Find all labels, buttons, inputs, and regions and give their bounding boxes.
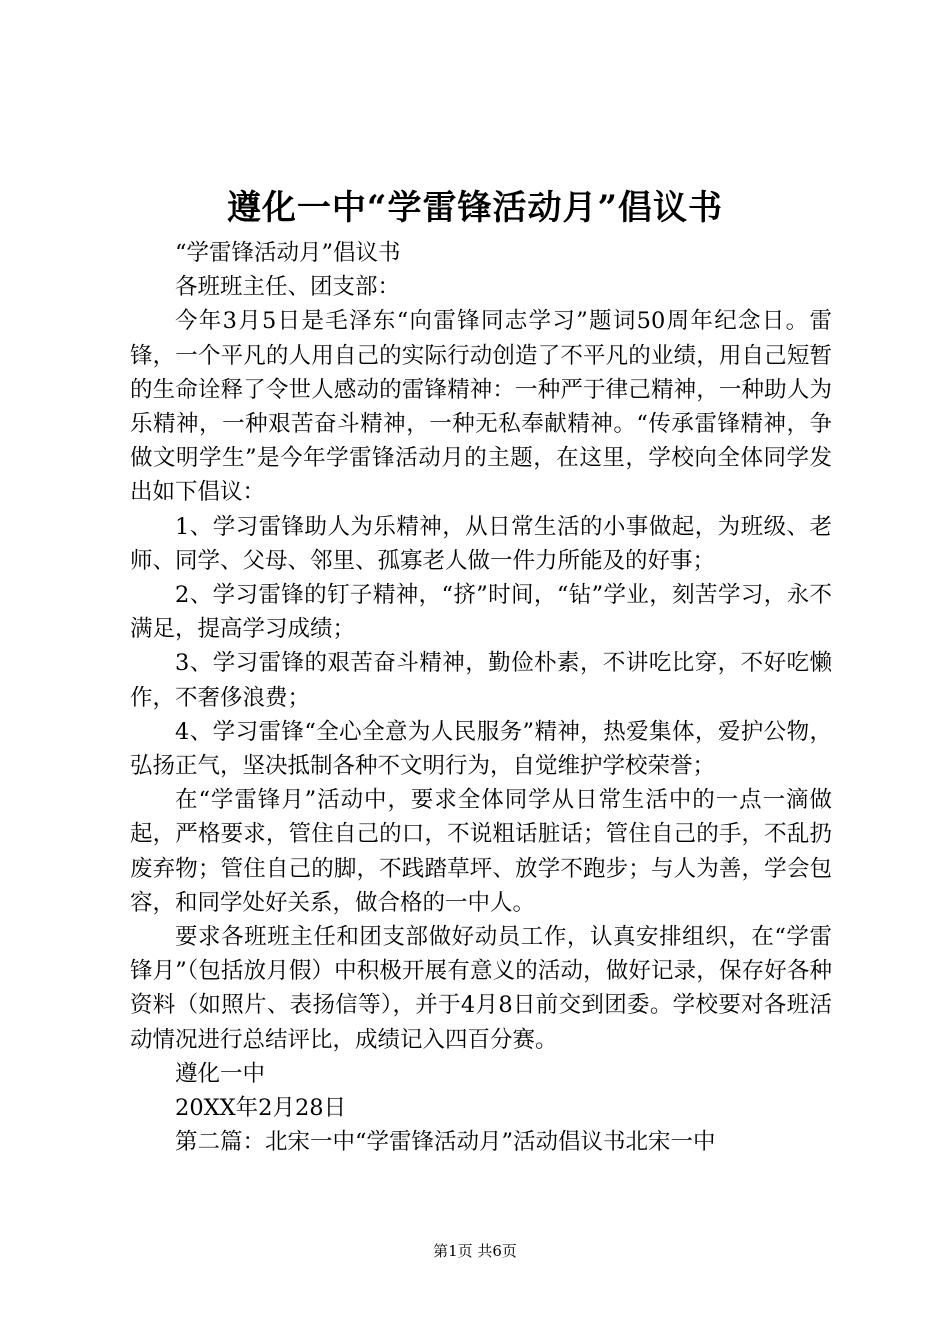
proposal-item-3: 3、学习雷锋的艰苦奋斗精神，勤俭朴素，不讲吃比穿，不好吃懒作，不奢侈浪费； xyxy=(130,650,832,711)
signature-school: 遵化一中 xyxy=(175,1060,266,1087)
proposal-item-2: 2、学习雷锋的钉子精神，“挤”时间，“钻”学业，刻苦学习，永不满足，提高学习成绩； xyxy=(130,582,832,643)
proposal-item-1: 1、学习雷锋助人为乐精神，从日常生活的小事做起，为班级、老师、同学、父母、邻里、孤寡老人做一件力所能及的好事； xyxy=(130,513,832,574)
proposal-item-4: 4、学习雷锋“全心全意为人民服务”精神，热爱集体，爱护公物，弘扬正气，坚决抵制各种不文明行为，自觉维护学校荣誉； xyxy=(130,718,832,780)
intro-paragraph: 今年3月5日是毛泽东“向雷锋同志学习”题词50周年纪念日。雷锋，一个平凡的人用自己的实际行动创造了不平凡的业绩，用自己短暂的生命诠释了令世人感动的雷锋精神：一种严于律己精神，一种助人为乐精神，一种艰苦奋斗精神，一种无私奉献精神。“传承雷锋精神，争做文明学生”是今年学雷锋活动月的主题，在这里，学校向全体同学发出如下倡议： xyxy=(130,308,832,506)
document-body xyxy=(130,236,832,1159)
subtitle-line: “学雷锋活动月”倡议书 xyxy=(175,240,401,266)
signature-date: 20XX年2月28日 xyxy=(175,1095,347,1122)
page-indicator: 第1页 共6页 xyxy=(433,1242,517,1260)
second-article-heading: 第二篇：北宋一中“学雷锋活动月”活动倡议书北宋一中 xyxy=(175,1129,716,1156)
class-instructions-paragraph: 要求各班班主任和团支部做好动员工作，认真安排组织，在“学雷锋月”（包括放月假）中积极开展有意义的活动，做好记录，保存好各种资料（如照片、表扬信等），并于4月8日前交到团委。学校要对各班活动情况进行总结评比，成绩记入四百分赛。 xyxy=(130,924,832,1053)
activity-requirements-paragraph: 在“学雷锋月”活动中，要求全体同学从日常生活中的一点一滴做起，严格要求，管住自己的口，不说粗话脏话；管住自己的手，不乱扔废弃物；管住自己的脚，不践踏草坪、放学不跑步；与人为善，学会包容，和同学处好关系，做合格的一中人。 xyxy=(130,787,832,916)
document-title: 遵化一中“学雷锋活动月”倡议书 xyxy=(226,188,724,228)
salutation: 各班班主任、团支部： xyxy=(175,274,401,301)
